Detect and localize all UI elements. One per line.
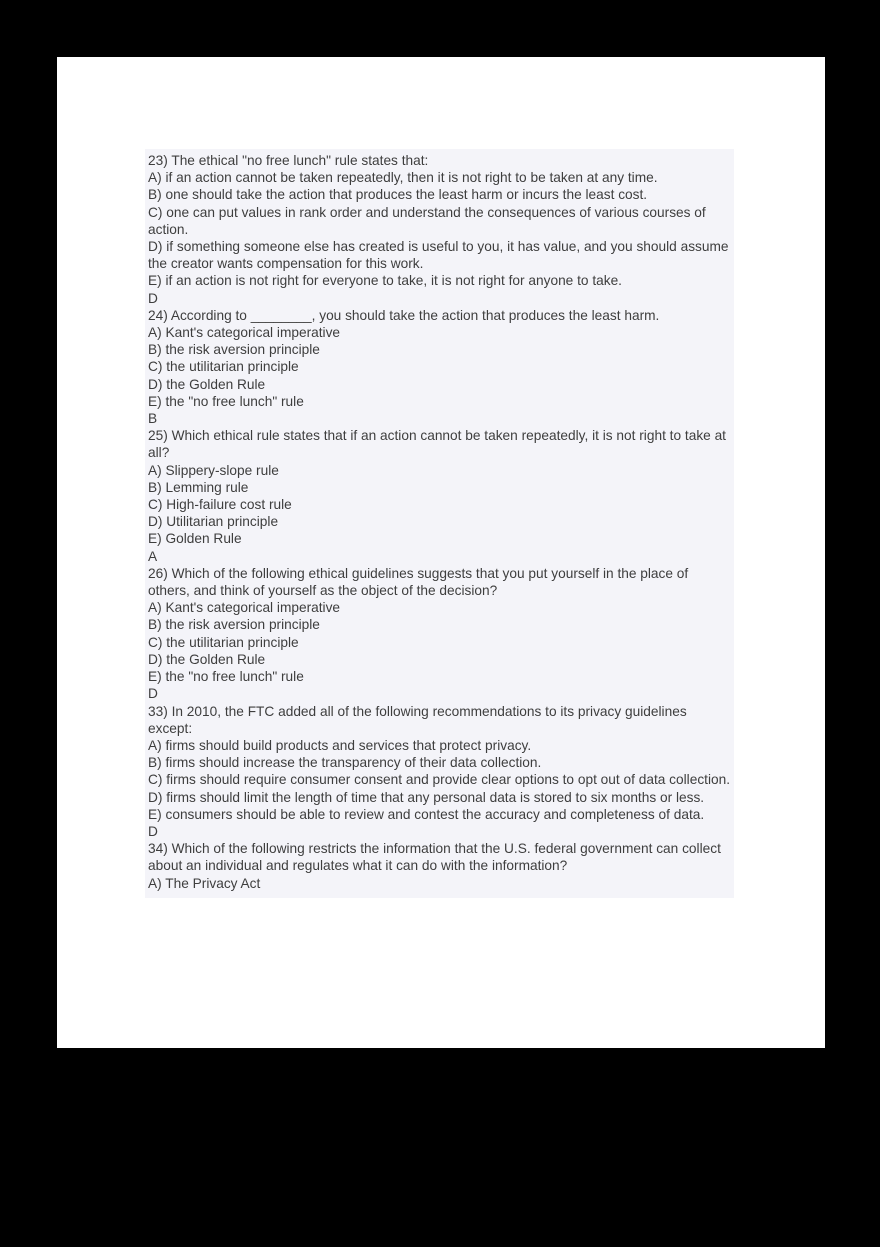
answer-choice: C) one can put values in rank order and understand the consequences of various courses of action. <box>148 204 706 237</box>
answer-key: D <box>148 823 158 839</box>
question <box>148 703 733 841</box>
answer-choice: D) the Golden Rule <box>148 651 266 667</box>
answer-choice: C) High-failure cost rule <box>148 497 292 513</box>
question-prompt: 25) Which ethical rule states that if an action cannot be taken repeatedly, it is not right to take at all? <box>148 428 726 461</box>
answer-choice: B) firms should increase the transparency of their data collection. <box>148 755 542 771</box>
answer-choice: A) if an action cannot be taken repeatedly, then it is not right to be taken at any time. <box>148 170 658 186</box>
answer-choice: B) Lemming rule <box>148 479 249 495</box>
answer-choice: A) Kant's categorical imperative <box>148 600 341 616</box>
answer-choice: E) the "no free lunch" rule <box>148 669 304 685</box>
answer-choice: B) the risk aversion principle <box>148 342 320 358</box>
question-prompt: 23) The ethical "no free lunch" rule states that: <box>148 153 429 168</box>
answer-choice: A) The Privacy Act <box>148 875 261 891</box>
question <box>148 152 733 307</box>
question <box>148 840 733 892</box>
answer-choice: D) the Golden Rule <box>148 376 266 392</box>
question-prompt: 34) Which of the following restricts the information that the U.S. federal government can collect about an individual and regulates what it can do with the information? <box>148 841 721 874</box>
answer-choice: C) firms should require consumer consent and provide clear options to opt out of data collection. <box>148 772 731 788</box>
question-prompt: 33) In 2010, the FTC added all of the following recommendations to its privacy guidelines except: <box>148 703 687 736</box>
question <box>148 427 733 565</box>
quiz-text-block <box>145 149 734 898</box>
answer-choice: A) Slippery-slope rule <box>148 462 279 478</box>
answer-choice: C) the utilitarian principle <box>148 359 299 375</box>
question <box>148 307 733 427</box>
question-prompt: 24) According to ________, you should take the action that produces the least harm. <box>148 307 660 323</box>
answer-choice: D) if something someone else has created is useful to you, it has value, and you should assume the creator wants compensation for this work. <box>148 239 729 272</box>
question <box>148 565 733 703</box>
answer-choice: B) the risk aversion principle <box>148 617 320 633</box>
answer-choice: D) firms should limit the length of time that any personal data is stored to six months or less. <box>148 789 705 805</box>
answer-key: D <box>148 290 158 306</box>
answer-key: B <box>148 411 158 427</box>
answer-choice: B) one should take the action that produces the least harm or incurs the least cost. <box>148 187 648 203</box>
answer-choice: E) consumers should be able to review and contest the accuracy and completeness of data. <box>148 806 705 822</box>
answer-choice: C) the utilitarian principle <box>148 634 299 650</box>
question-prompt: 26) Which of the following ethical guidelines suggests that you put yourself in the place of others, and think of yourself as the object of the decision? <box>148 565 689 599</box>
answer-choice: E) the "no free lunch" rule <box>148 393 304 409</box>
answer-choice: A) Kant's categorical imperative <box>148 325 341 341</box>
answer-choice: A) firms should build products and services that protect privacy. <box>148 737 532 753</box>
answer-choice: E) Golden Rule <box>148 531 242 547</box>
document-page <box>57 57 825 1048</box>
answer-choice: E) if an action is not right for everyone to take, it is not right for anyone to take. <box>148 273 622 289</box>
answer-key: D <box>148 686 158 702</box>
answer-choice: D) Utilitarian principle <box>148 514 279 530</box>
answer-key: A <box>148 548 158 564</box>
